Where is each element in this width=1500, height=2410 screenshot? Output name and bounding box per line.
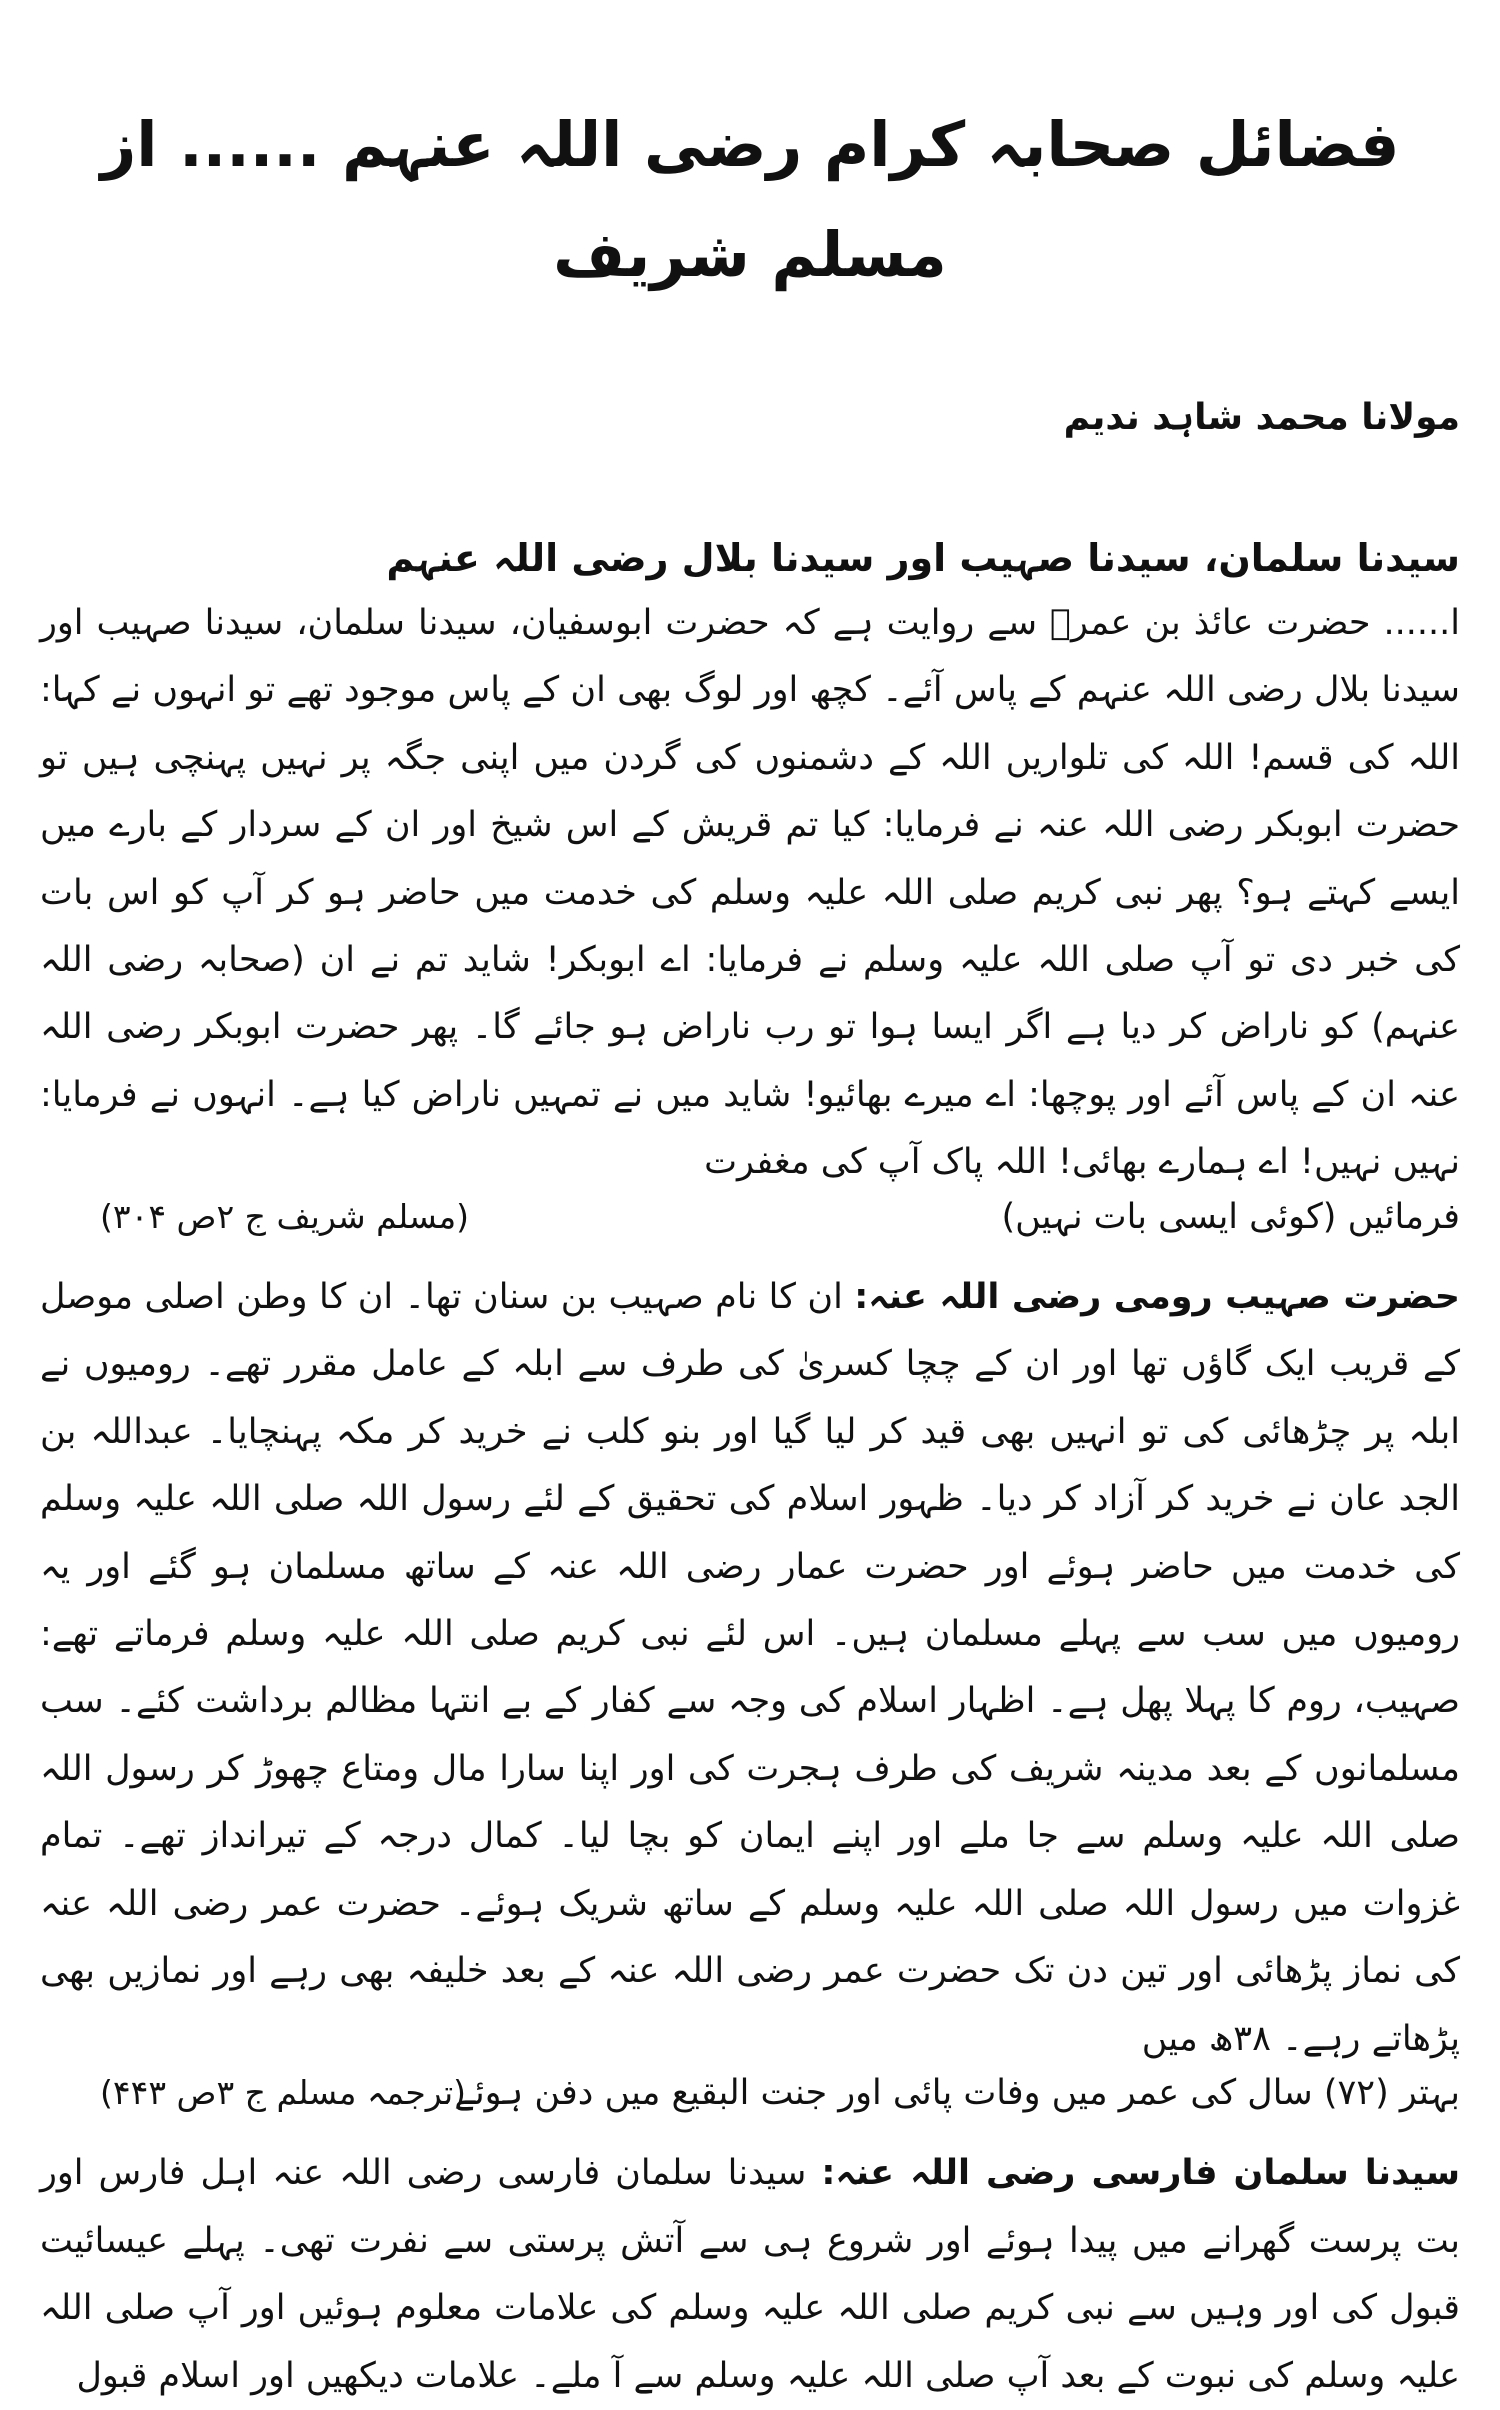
paragraph-text: ان کا نام صہیب بن سنان تھا۔ ان کا وطن اصلی موصل کے قریب ایک گاؤں تھا اور ان کے چچا کسریٰ کی طرف سے ابلہ کے عامل مقرر تھے۔ رومیوں نے ابلہ پر چڑھائی کی تو انہیں بھی قید کر لیا گیا اور بنو کلب نے خرید کر مکہ پہنچایا۔ عبداللہ بن الجد عان نے خرید کر آزاد کر دیا۔ ظہور اسلام کی تحقیق کے لئے رسول اللہ صلی اللہ علیہ وسلم کی خدمت میں حاضر ہوئے اور حضرت عمار رضی اللہ عنہ کے ساتھ مسلمان ہو گئے اور یہ رومیوں میں سب سے پہلے مسلمان ہیں۔ اس لئے نبی کریم صلی اللہ علیہ وسلم فرماتے تھے: صہیب، روم کا پہلا پھل ہے۔ اظہار اسلام کی وجہ سے کفار کے بے انتہا مظالم برداشت کئے۔ سب مسلمانوں کے بعد مدینہ شریف کی طرف ہجرت کی اور اپنا سارا مال ومتاع چھوڑ کر رسول اللہ صلی اللہ علیہ وسلم سے جا ملے اور اپنے ایمان کو بچا لیا۔ کمال درجہ کے تیرانداز تھے۔ تمام غزوات میں رسول اللہ صلی اللہ علیہ وسلم کے ساتھ شریک ہوئے۔ حضرت عمر رضی اللہ عنہ کی نماز پڑھائی اور تین دن تک حضرت عمر رضی اللہ عنہ کے بعد خلیفہ بھی رہے اور نمازیں بھی پڑھاتے رہے۔ ۳۸ھ میں — [40, 1277, 1460, 2059]
reference-citation: (ترجمہ مسلم ج ۳ص ۴۴۳) — [100, 2072, 467, 2112]
paragraph-salman-farsi — [40, 2140, 1460, 2410]
paragraph-tail: بہتر (۷۲) سال کی عمر میں وفات پائی اور جنت البقیع میں دفن ہوئے۔ — [433, 2072, 1460, 2113]
paragraph-heading: حضرت صہیب رومی رضی اللہ عنہ: — [854, 1277, 1460, 1318]
reference-citation: (مسلم شریف ج ۲ص ۳۰۴) — [100, 1196, 470, 1236]
section-heading: سیدنا سلمان، سیدنا صہیب اور سیدنا بلال رضی اللہ عنہم — [386, 536, 1460, 580]
paragraph-suhaib-rumi — [40, 1264, 1460, 2073]
paragraph-text: سیدنا سلمان فارسی رضی اللہ عنہ اہل فارس اور بت پرست گھرانے میں پیدا ہوئے اور شروع ہی سے آتش پرستی سے نفرت تھی۔ پہلے عیسائیت قبول کی اور وہیں سے نبی کریم صلی اللہ علیہ وسلم کی علامات معلوم ہوئیں اور آپ صلی اللہ علیہ وسلم کی نبوت کے بعد آپ صلی اللہ علیہ وسلم سے آ ملے۔ علامات دیکھیں اور اسلام قبول — [40, 2153, 1460, 2396]
paragraph-tail: فرمائیں (کوئی ایسی بات نہیں) — [1001, 1196, 1460, 1237]
paragraph-heading: سیدنا سلمان فارسی رضی اللہ عنہ: — [821, 2153, 1460, 2194]
author-name: مولانا محمد شاہد ندیم — [1063, 397, 1460, 438]
paragraph-tail-row — [40, 1197, 1460, 1264]
paragraph-ayez-bin-amr: ا...... حضرت عائذ بن عمرؓ سے روایت ہے کہ حضرت ابوسفیان، سیدنا سلمان، سیدنا صہیب اور سیدنا بلال رضی اللہ عنہم کے پاس آئے۔ کچھ اور لوگ بھی ان کے پاس موجود تھے تو انہوں نے کہا: اللہ کی قسم! اللہ کی تلواریں اللہ کے دشمنوں کی گردن میں اپنی جگہ پر نہیں پہنچی ہیں تو حضرت ابوبکر رضی اللہ عنہ نے فرمایا: کیا تم قریش کے اس شیخ اور ان کے سردار کے بارے میں ایسے کہتے ہو؟ پھر نبی کریم صلی اللہ علیہ وسلم کی خدمت میں حاضر ہو کر آپ کو اس بات کی خبر دی تو آپ صلی اللہ علیہ وسلم نے فرمایا: اے ابوبکر! شاید تم نے ان (صحابہ رضی اللہ عنہم) کو ناراض کر دیا ہے اگر ایسا ہوا تو رب ناراض ہو جائے گا۔ پھر حضرت ابوبکر رضی اللہ عنہ ان کے پاس آئے اور پوچھا: اے میرے بھائیو! شاید میں نے تمہیں ناراض کیا ہے۔ انہوں نے فرمایا: نہیں نہیں! اے ہمارے بھائی! اللہ پاک آپ کی مغفرت — [40, 603, 1460, 1183]
paragraph-tail-row — [40, 2073, 1460, 2140]
page-title: فضائل صحابہ کرام رضی اللہ عنہم ...... از مسلم شریف — [100, 108, 1400, 291]
